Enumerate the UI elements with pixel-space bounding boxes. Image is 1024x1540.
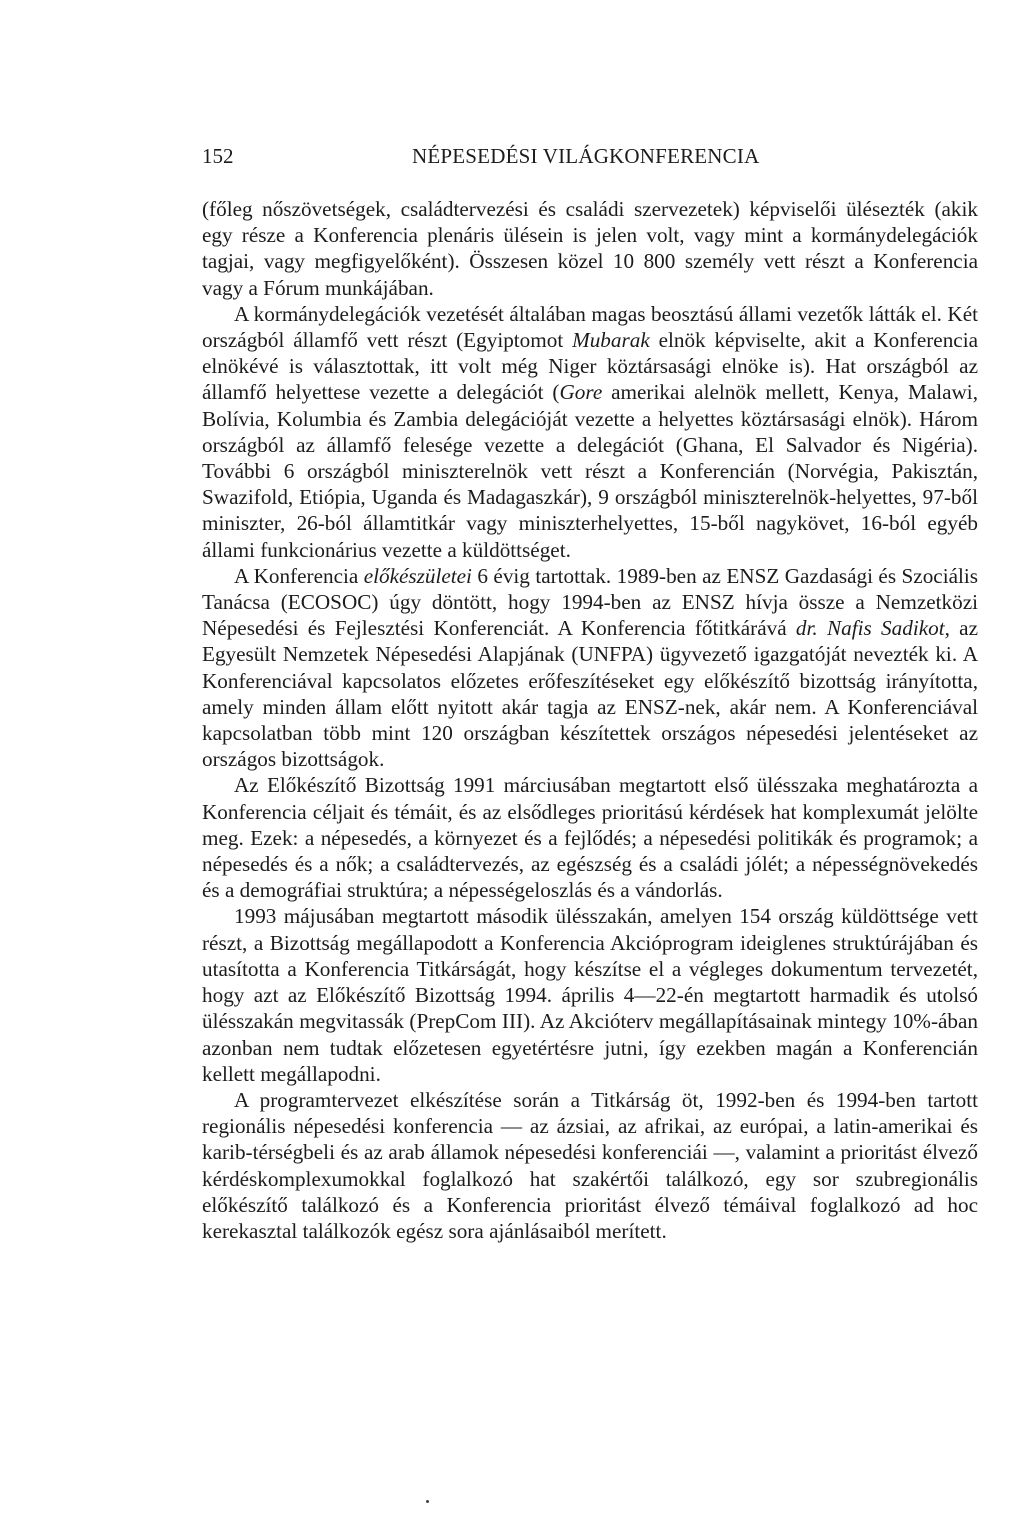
page-number: 152 (202, 144, 234, 168)
text-run: (főleg nőszövetségek, családtervezési és családi szervezetek) képviselői ülésezték (akik egy része a Konferencia plenáris ülésein is jelen volt, vagy mint a kormánydelegációk tagjai, vagy megfigyelőként). Összesen közel 10 800 személy vett részt a Konferencia vagy a Fórum munkájában. (202, 197, 978, 300)
italic-name-mubarak: Mubarak (572, 328, 650, 353)
italic-name-gore: Gore (559, 380, 603, 405)
text-run: Az Előkészítő Bizottság 1991 márciusában megtartott első ülésszaka meghatározta a Konferencia céljait és témáit, és az elsődleges prioritású kérdések hat komplexumát jelölte meg. Ezek: a népesedés, a környezet és a fejlődés; a népesedési politikák és programok; a népesedés és a nők; a családtervezés, az egészség és a családi jólét; a népességnövekedés és a demográfiai struktúra; a népességeloszlás és a vándorlás. (202, 773, 978, 903)
text-run: 1993 májusában megtartott második ülésszakán, amelyen 154 ország küldöttsége vett részt, a Bizottság megállapodott a Konferencia Akcióprogram ideiglenes struktúrájában és utasította a Konferencia Titkárságát, hogy készítse el a végleges dokumentum tervezetét, hogy azt az Előkészítő Bizottság 1994. április 4—22-én megtartott harmadik és utolsó ülésszakán megvitassák (PrepCom III). Az Akcióterv megállapításainak mintegy 10%-ában azonban nem tudtak előzetesen egyetértésre jutni, így ezekben magán a Konferencián kellett megállapodni. (202, 904, 978, 1086)
paragraph-4 (202, 772, 978, 903)
text-run: A kormánydelegációk vezetését általában magas beosztású állami vezetők látták el. Két országból államfő vett részt (Egyiptomot (202, 301, 978, 353)
print-speck (426, 1500, 429, 1503)
paragraph-6 (202, 1087, 978, 1244)
paragraph-3 (202, 563, 978, 773)
text-run: A Konferencia (234, 563, 364, 588)
text-run: 6 évig tartottak. 1989-ben az ENSZ Gazdasági és Szociális Tanácsa (ECOSOC) úgy döntött, hogy 1994-ben az ENSZ hívja össze a Nemzetközi Népesedési és Fejlesztési Konferenciát. A Konferencia főtitkárává (202, 563, 978, 641)
paragraph-2 (202, 301, 978, 563)
italic-term-elokeszuletei: előkészületei (363, 563, 472, 588)
text-run: , az Egyesült Nemzetek Népesedési Alapjának (UNFPA) ügyvezető igazgatóját nevezték ki. A Konferenciával kapcsolatos előzetes erőfeszítéseket egy előkészítő bizottság irányította, amely minden állam előtt nyitott akár tagja az ENSZ-nek, akár nem. A Konferenciával kapcsolatban több mint 120 országban készítettek országos népesedési jelentéseket az országos bizottságok. (202, 616, 978, 772)
italic-name-sadik: dr. Nafis Sadikot (795, 616, 945, 641)
text-run: A programtervezet elkészítése során a Titkárság öt, 1992-ben és 1994-ben tartott regionális népesedési konferencia — az ázsiai, az afrikai, az európai, a latin-amerikai és karib-térségbeli és az arab államok népesedési konferenciái —, valamint a prioritást élvező kérdéskomplexumokkal foglalkozó hat szakértői találkozó, egy sor szubregionális előkészítő találkozó és a Konferencia prioritást élvező témáival foglalkozó ad hoc kerekasztal találkozók egész sora ajánlásaiból merített. (202, 1087, 978, 1243)
book-page (202, 140, 978, 1244)
paragraph-5 (202, 903, 978, 1086)
text-run: amerikai alelnök mellett, Kenya, Malawi, Bolívia, Kolumbia és Zambia delegációját vezette a helyettes köztársasági elnök). Három országból az államfő felesége vezette a delegációt (Ghana, El Salvador és Nigéria). További 6 országból miniszterelnök vett részt a Konferencián (Norvégia, Pakisztán, Swazifold, Etiópia, Uganda és Madagaszkár), 9 országból miniszterelnök-helyettes, 97-ből miniszter, 26-ból államtitkár vagy miniszterhelyettes, 15-ből nagykövet, 16-ból egyéb állami funkcionárius vezette a küldöttséget. (202, 380, 978, 562)
body-text (202, 196, 978, 1244)
running-title: NÉPESEDÉSI VILÁGKONFERENCIA (412, 144, 760, 168)
paragraph-1 (202, 196, 978, 301)
text-run: elnök képviselte, akit a Konferencia elnökévé is választottak, itt volt még Niger köztársasági elnöke is). Hat országból az államfő helyettese vezette a delegációt ( (202, 328, 978, 405)
page-header (202, 140, 978, 180)
